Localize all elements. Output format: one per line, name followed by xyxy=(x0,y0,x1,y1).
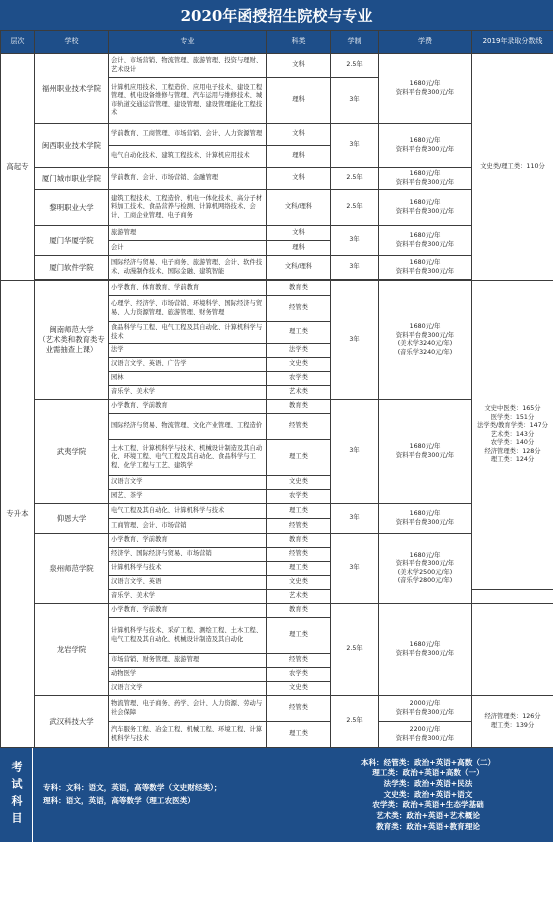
major-cell: 建筑工程技术、工程造价、机电一体化技术、高分子材料加工技术、食品营养与检测、计算机网络技术、会计、工商企业管理、电子商务 xyxy=(109,190,267,226)
major-cell: 小学教育、学前教育 xyxy=(109,604,267,618)
tuition-cell: 1680元/年 资料平台费300元/年 xyxy=(379,168,472,190)
score-cell xyxy=(472,281,553,590)
school-cell: 武夷学院 xyxy=(35,400,109,504)
category-cell: 文科 xyxy=(267,168,331,190)
duration-cell: 3年 xyxy=(331,256,379,280)
category-cell: 法学类 xyxy=(267,344,331,358)
score-line: 文史中医类：165分 xyxy=(484,405,541,413)
level-cell: 专升本 xyxy=(1,281,35,748)
major-cell: 园林 xyxy=(109,372,267,386)
major-cell: 计算机科学与技术、采矿工程、测绘工程、土木工程、电气工程及其自动化、机械设计制造及其自动化 xyxy=(109,618,267,654)
benke-subjects xyxy=(303,748,553,842)
table-row xyxy=(1,534,553,548)
score-cell-empty xyxy=(472,604,553,696)
tuition-cell: 2200元/年 资料平台费300元/年 xyxy=(379,722,472,748)
admission-table xyxy=(0,30,553,748)
score-cell: 文史类/理工类：110分 xyxy=(472,54,553,281)
header-major: 专业 xyxy=(109,31,267,54)
zhuanke-subjects xyxy=(33,748,303,842)
major-cell: 园艺、茶学 xyxy=(109,490,267,504)
benke-line: 理工类：政治+英语+高数（一） xyxy=(372,768,484,778)
category-cell: 理工类 xyxy=(267,722,331,748)
benke-line: 教育类：政治+英语+教育理论 xyxy=(376,821,480,831)
duration-cell: 2.5年 xyxy=(331,696,379,748)
header-school: 学校 xyxy=(35,31,109,54)
category-cell: 文史类 xyxy=(267,682,331,696)
major-cell: 音乐学、美术学 xyxy=(109,590,267,604)
school-cell: 泉州师范学院 xyxy=(35,534,109,604)
major-cell: 心理学、经济学、市场营销、环境科学、国际经济与贸易、人力资源管理、旅游管理、财务管理 xyxy=(109,296,267,322)
category-cell: 文科/理科 xyxy=(267,190,331,226)
major-cell: 会计 xyxy=(109,241,267,256)
category-cell: 经管类 xyxy=(267,696,331,722)
header-score: 2019年录取分数线 xyxy=(472,31,553,54)
duration-cell: 3年 xyxy=(331,504,379,534)
category-cell: 教育类 xyxy=(267,534,331,548)
duration-cell: 3年 xyxy=(331,281,379,400)
table-row xyxy=(1,604,553,618)
major-cell: 经济学、国际经济与贸易、市场营销 xyxy=(109,548,267,562)
category-cell: 教育类 xyxy=(267,281,331,296)
major-cell: 汉语言文学、英语 xyxy=(109,576,267,590)
major-cell: 电气工程及其自动化、计算机科学与技术 xyxy=(109,504,267,519)
major-cell: 计算机应用技术、工程造价、应用电子技术、建设工程管理、机电设备维修与管理、汽车运用与维修技术、城市轨道交通运营管理、建设管理、建设管理能化工程技术 xyxy=(109,78,267,124)
major-cell: 会计、市场营销、物流管理、旅游管理、投资与理财、艺术设计 xyxy=(109,54,267,78)
major-cell: 音乐学、美术学 xyxy=(109,386,267,400)
tuition-cell: 1680元/年 资料平台费300元/年 xyxy=(379,226,472,256)
category-cell: 理科 xyxy=(267,146,331,168)
major-cell: 汉语言文学、英语、广告学 xyxy=(109,358,267,372)
category-cell: 教育类 xyxy=(267,400,331,414)
score-line: 农学类：140分 xyxy=(490,439,535,447)
major-cell: 物流管理、电子商务、药学、会计、人力资源、劳动与社会保障 xyxy=(109,696,267,722)
table-row xyxy=(1,281,553,296)
major-cell: 食品科学与工程、电气工程及其自动化、计算机科学与技术 xyxy=(109,322,267,344)
tuition-cell: 1680元/年 资料平台费300元/年 xyxy=(379,604,472,696)
category-cell: 理工类 xyxy=(267,562,331,576)
category-cell: 理工类 xyxy=(267,504,331,519)
major-cell: 国际经济与贸易、物流管理、文化产业管理、工程造价 xyxy=(109,414,267,440)
major-cell: 汽车服务工程、冶金工程、机械工程、环境工程、计算机科学与技术 xyxy=(109,722,267,748)
category-cell: 理科 xyxy=(267,241,331,256)
school-cell: 厦门华厦学院 xyxy=(35,226,109,256)
category-cell: 理工类 xyxy=(267,440,331,476)
category-cell: 农学类 xyxy=(267,668,331,682)
score-line: 经济管理类：128分 xyxy=(484,447,541,455)
major-cell: 学前教育、工商管理、市场营销、会计、人力资源管理 xyxy=(109,124,267,146)
table-row xyxy=(1,190,553,226)
category-cell: 文科 xyxy=(267,54,331,78)
level-cell: 高起专 xyxy=(1,54,35,281)
duration-cell: 3年 xyxy=(331,78,379,124)
major-cell: 小学教育、体育教育、学前教育 xyxy=(109,281,267,296)
duration-cell: 2.5年 xyxy=(331,604,379,696)
duration-cell: 2.5年 xyxy=(331,54,379,78)
table-row xyxy=(1,54,553,78)
tuition-cell: 1680元/年 资料平台费300元/年 xyxy=(379,54,472,124)
major-cell: 汉语言文学 xyxy=(109,476,267,490)
category-cell: 农学类 xyxy=(267,372,331,386)
school-cell: 黎明职业大学 xyxy=(35,190,109,226)
benke-line: 法学类：政治+英语+民法 xyxy=(383,779,473,789)
score-line: 经济管理类：126分 xyxy=(484,713,541,720)
category-cell: 艺术类 xyxy=(267,590,331,604)
category-cell: 经管类 xyxy=(267,519,331,534)
duration-cell: 3年 xyxy=(331,226,379,256)
category-cell: 理工类 xyxy=(267,322,331,344)
table-row xyxy=(1,168,553,190)
school-cell: 厦门软件学院 xyxy=(35,256,109,280)
category-cell: 文史类 xyxy=(267,358,331,372)
table-row xyxy=(1,124,553,146)
duration-cell: 3年 xyxy=(331,534,379,604)
tuition-cell: 1680元/年 资料平台费300元/年 xyxy=(379,504,472,534)
tuition-cell: 2000元/年 资料平台费300元/年 xyxy=(379,696,472,722)
category-cell: 文史类 xyxy=(267,576,331,590)
category-cell: 理科 xyxy=(267,78,331,124)
category-cell: 文史类 xyxy=(267,476,331,490)
score-line: 医学类：151分 xyxy=(490,413,535,421)
major-cell: 计算机科学与技术 xyxy=(109,562,267,576)
tuition-cell: 1680元/年 资料平台费300元/年 xyxy=(379,124,472,168)
category-cell: 经管类 xyxy=(267,296,331,322)
exam-subjects-label: 考试科目 xyxy=(0,748,33,842)
major-cell: 土木工程、计算机科学与技术、机械设计制造及其自动化、环境工程、电气工程及其自动化、食品科学与工程、化学工程与工艺、建筑学 xyxy=(109,440,267,476)
score-cell xyxy=(472,696,553,748)
page-title: 2020年函授招生院校与专业 xyxy=(0,0,553,30)
major-cell: 动物医学 xyxy=(109,668,267,682)
score-line: 艺术类：143分 xyxy=(490,430,535,438)
school-cell: 龙岩学院 xyxy=(35,604,109,696)
major-cell: 小学教育、学前教育 xyxy=(109,534,267,548)
tuition-cell: 1680元/年 资料平台费300元/年 xyxy=(379,400,472,504)
duration-cell: 2.5年 xyxy=(331,190,379,226)
duration-cell: 3年 xyxy=(331,124,379,168)
category-cell: 经管类 xyxy=(267,414,331,440)
category-cell: 理工类 xyxy=(267,618,331,654)
tuition-cell: 1680元/年 资料平台费300元/年 (美术学3240元/年) (音乐学3240元/年) xyxy=(379,281,472,400)
major-cell: 电气自动化技术、建筑工程技术、计算机应用技术 xyxy=(109,146,267,168)
category-cell: 农学类 xyxy=(267,490,331,504)
zhuanke-li: 理科：语文，英语，高等数学（理工农医类） xyxy=(43,796,195,805)
header-tuition: 学费 xyxy=(379,31,472,54)
major-cell: 汉语言文学 xyxy=(109,682,267,696)
category-cell: 教育类 xyxy=(267,604,331,618)
category-cell: 经管类 xyxy=(267,654,331,668)
school-cell: 福州职业技术学院 xyxy=(35,54,109,124)
table-row xyxy=(1,504,553,519)
school-cell: 仰恩大学 xyxy=(35,504,109,534)
school-cell: 厦门城市职业学院 xyxy=(35,168,109,190)
category-cell: 经管类 xyxy=(267,548,331,562)
table-header-row xyxy=(1,31,553,54)
table-row xyxy=(1,226,553,241)
table-row xyxy=(1,400,553,414)
category-cell: 文科 xyxy=(267,124,331,146)
exam-subjects-footer xyxy=(0,748,553,842)
category-cell: 艺术类 xyxy=(267,386,331,400)
tuition-cell: 1680元/年 资料平台费300元/年 xyxy=(379,190,472,226)
duration-cell: 2.5年 xyxy=(331,168,379,190)
school-cell: 武汉科技大学 xyxy=(35,696,109,748)
benke-line: 艺术类：政治+英语+艺术概论 xyxy=(376,810,480,820)
major-cell: 工商管理、会计、市场营销 xyxy=(109,519,267,534)
duration-cell: 3年 xyxy=(331,400,379,504)
school-cell: 闽南师范大学 （艺术类和教育类专业需抽查上课） xyxy=(35,281,109,400)
header-duration: 学制 xyxy=(331,31,379,54)
header-category: 科类 xyxy=(267,31,331,54)
major-cell: 法学 xyxy=(109,344,267,358)
zhuanke-wen: 专科：文科：语文，英语，高等数学（文史财经类）； xyxy=(43,783,222,793)
major-cell: 旅游管理 xyxy=(109,226,267,241)
score-line: 理工类：124分 xyxy=(490,456,535,464)
major-cell: 小学教育、学前教育 xyxy=(109,400,267,414)
major-cell: 国际经济与贸易、电子商务、旅游管理、会计、软件技术、动漫制作技术、国际金融、建筑智能 xyxy=(109,256,267,280)
score-line: 法学类/教育学类：147分 xyxy=(477,422,548,430)
school-cell: 闽西职业技术学院 xyxy=(35,124,109,168)
benke-line: 文史类：政治+英语+语文 xyxy=(383,789,473,799)
table-row xyxy=(1,256,553,280)
major-cell: 市场营销、财务管理、旅游管理 xyxy=(109,654,267,668)
benke-line: 农学类：政治+英语+生态学基础 xyxy=(372,800,484,810)
category-cell: 文科/理科 xyxy=(267,256,331,280)
major-cell: 学前教育、会计、市场营销、金融管理 xyxy=(109,168,267,190)
tuition-cell: 1680元/年 资料平台费300元/年 xyxy=(379,256,472,280)
category-cell: 文科 xyxy=(267,226,331,241)
tuition-cell: 1680元/年 资料平台费300元/年 (美术学2500元/年) (音乐学2800元/年) xyxy=(379,534,472,604)
table-row xyxy=(1,696,553,722)
header-level: 层次 xyxy=(1,31,35,54)
score-line: 理工类：139分 xyxy=(490,721,535,729)
benke-line: 本科：经管类：政治+英语+高数（二） xyxy=(360,757,496,767)
